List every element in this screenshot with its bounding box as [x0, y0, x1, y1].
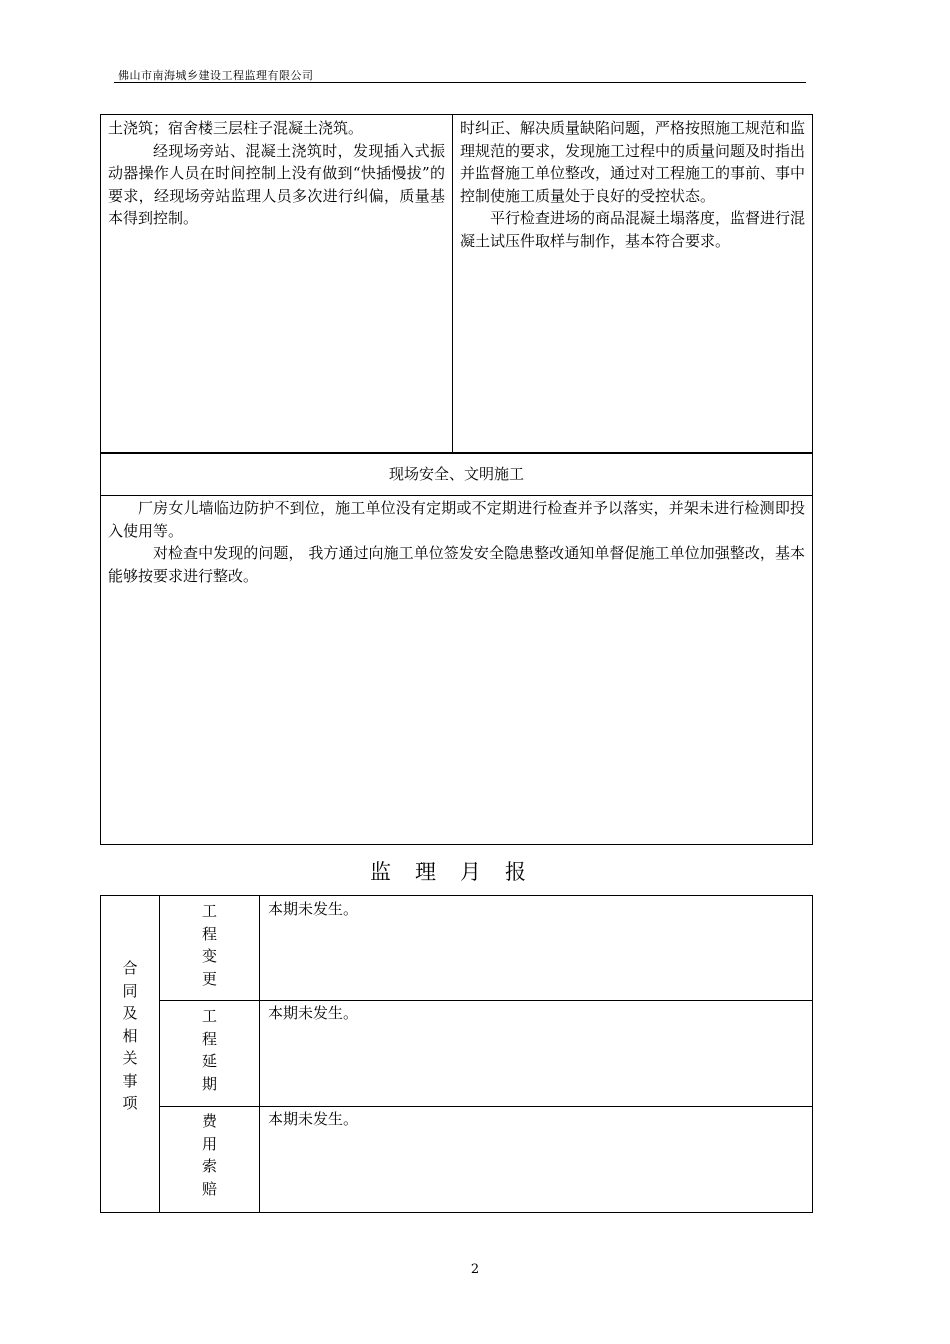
company-header: 佛山市南海城乡建设工程监理有限公司 [118, 69, 314, 82]
quality-left-para-2: 经现场旁站、混凝土浇筑时，发现插入式振动器操作人员在时间控制上没有做到“快插慢拔”的要求，经现场旁站监理人员多次进行纠偏，质量基本得到控制。 [108, 141, 445, 227]
safety-title: 现场安全、文明施工 [388, 465, 524, 483]
safety-para-2: 对检查中发现的问题， 我方通过向施工单位签发安全隐患整改通知单督促施工单位加强整改，基本能够按要求进行整改。 [108, 544, 805, 585]
contract-row-divider-2 [159, 1106, 812, 1107]
group-char: 相 [122, 1026, 138, 1045]
row-label-delay [160, 1005, 259, 1095]
group-char: 事 [122, 1071, 138, 1090]
label-char: 工 [201, 902, 217, 920]
row-content-change: 本期未发生。 [268, 900, 359, 918]
row-label-change [160, 900, 259, 990]
label-char: 费 [201, 1112, 217, 1130]
quality-left-para-1: 土浇筑；宿舍楼三层柱子混凝土浇筑。 [108, 119, 364, 137]
row-content-delay: 本期未发生。 [268, 1004, 359, 1022]
label-char: 赔 [201, 1179, 217, 1198]
group-char: 及 [122, 1004, 138, 1022]
label-char: 用 [201, 1134, 217, 1153]
label-char: 工 [201, 1007, 217, 1025]
page-number: 2 [470, 1262, 480, 1277]
quality-right-para-1: 时纠正、解决质量缺陷问题，严格按照施工规范和监理规范的要求，发现施工过程中的质量问题及时指出并监督施工单位整改，通过对工程施工的事前、事中控制使施工质量处于良好的受控状态。 [460, 119, 806, 205]
group-char: 合 [122, 959, 138, 977]
label-char: 程 [201, 924, 217, 943]
quality-right-cell [460, 117, 805, 252]
label-char: 变 [201, 947, 217, 965]
safety-content [108, 497, 805, 587]
label-char: 延 [201, 1052, 217, 1070]
group-char: 关 [122, 1049, 138, 1067]
report-title: 监理月报 [370, 860, 550, 884]
label-char: 更 [201, 969, 217, 988]
safety-title-divider [101, 495, 812, 496]
quality-right-para-2: 平行检查进场的商品混凝土塌落度，监督进行混凝土试压件取样与制作，基本符合要求。 [460, 209, 806, 250]
quality-left-cell [108, 117, 445, 230]
contract-label-divider [259, 895, 260, 1213]
contract-row-divider-1 [159, 1000, 812, 1001]
row-label-claim [160, 1110, 259, 1200]
row-content-claim: 本期未发生。 [268, 1110, 359, 1128]
label-char: 程 [201, 1029, 217, 1048]
label-char: 期 [201, 1074, 217, 1093]
safety-para-1: 厂房女儿墙临边防护不到位，施工单位没有定期或不定期进行检查并予以落实，并架未进行检测即投入使用等。 [108, 499, 805, 540]
quality-column-divider [452, 114, 453, 452]
header-rule [114, 82, 806, 83]
group-char: 同 [122, 981, 138, 1000]
label-char: 索 [201, 1157, 217, 1175]
group-char: 项 [122, 1094, 138, 1112]
contract-group-label [100, 957, 160, 1115]
